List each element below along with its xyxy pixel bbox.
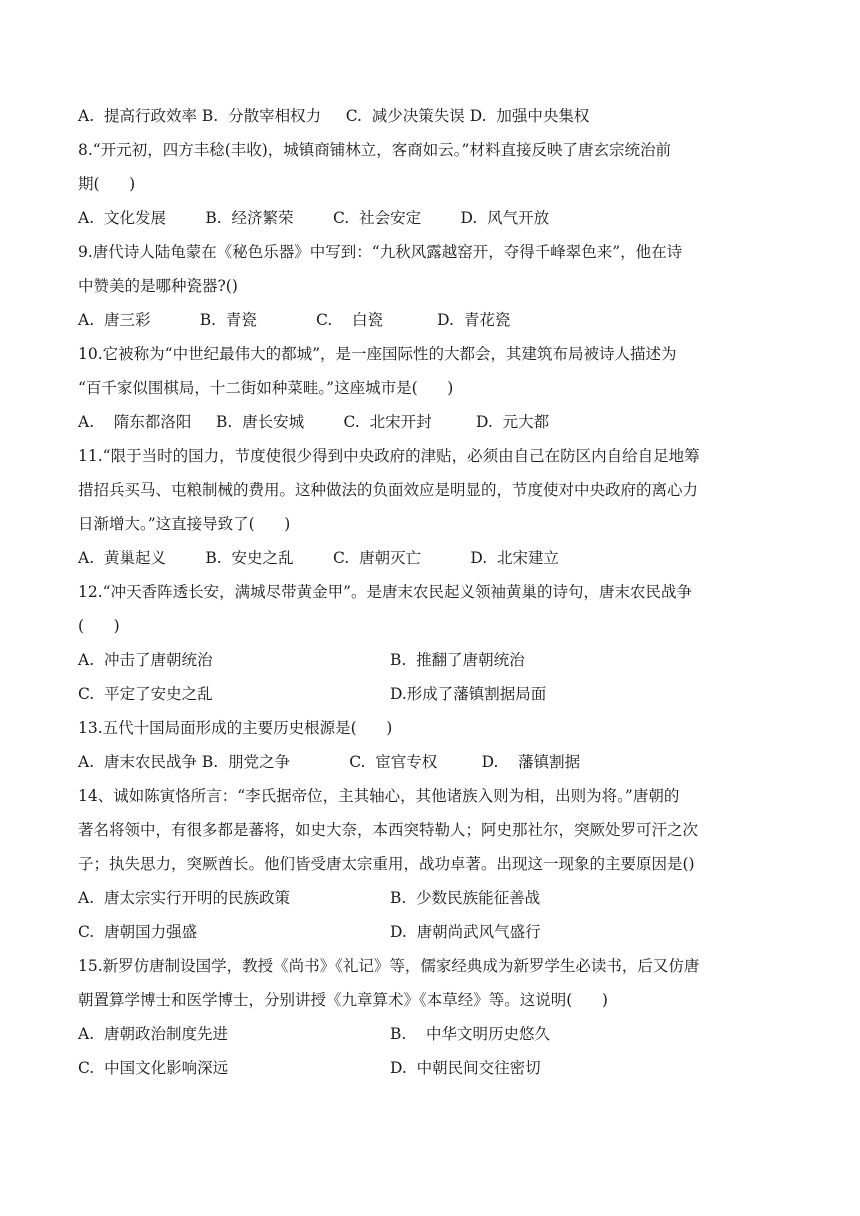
q12-option-c: C. 平定了安史之乱: [78, 685, 213, 703]
q11-options: A. 黄巢起义 B. 安史之乱 C. 唐朝灭亡 D. 北宋建立: [78, 549, 559, 567]
q14-option-c: C. 唐朝国力强盛: [78, 923, 198, 941]
q12-stem-line-2: ( ): [78, 617, 120, 635]
q12-option-a: A. 冲击了唐朝统治: [78, 651, 213, 669]
q11-stem-line-3: 日渐增大。”这直接导致了( ): [78, 515, 291, 533]
q15-option-b: B. 中华文明历史悠久: [390, 1025, 551, 1043]
q9-stem-line-1: 9.唐代诗人陆龟蒙在《秘色乐器》中写到：“九秋风露越窑开，夺得千峰翠色来”，他在诗: [78, 243, 683, 261]
q12-option-d: D.形成了藩镇割据局面: [390, 685, 547, 703]
q15-option-d: D. 中朝民间交往密切: [390, 1059, 541, 1077]
q11-stem-line-1: 11.“限于当时的国力，节度使很少得到中央政府的津贴，必须由自己在防区内自给自足地筹: [78, 447, 700, 465]
q9-stem-line-2: 中赞美的是哪种瓷器?(): [78, 277, 238, 295]
q12-stem-line-1: 12.“冲天香阵透长安，满城尽带黄金甲”。是唐末农民起义领袖黄巢的诗句，唐末农民战争: [78, 583, 693, 601]
q13-stem-line-1: 13.五代十国局面形成的主要历史根源是( ): [78, 719, 393, 737]
q14-option-d: D. 唐朝尚武风气盛行: [390, 923, 541, 941]
q15-option-c: C. 中国文化影响深远: [78, 1059, 229, 1077]
q15-option-a: A. 唐朝政治制度先进: [78, 1025, 228, 1043]
q10-stem-line-1: 10.它被称为“中世纪最伟大的都城”，是一座国际性的大都会，其建筑布局被诗人描述为: [78, 345, 677, 363]
q7-options: A. 提高行政效率 B. 分散宰相权力 C. 减少决策失误 D. 加强中央集权: [78, 107, 590, 125]
q10-stem-line-2: “百千家似围棋局，十二街如种菜畦。”这座城市是( ): [78, 379, 454, 397]
q14-stem-line-1: 14、诚如陈寅恪所言：“李氏据帝位，主其轴心，其他诸族入则为相，出则为将。”唐朝的: [78, 787, 680, 805]
q9-options: A. 唐三彩 B. 青瓷 C. 白瓷 D. 青花瓷: [78, 311, 511, 329]
q15-stem-line-2: 朝置算学博士和医学博士，分别讲授《九章算术》《本草经》等。这说明( ): [78, 991, 608, 1009]
q13-options: A. 唐末农民战争 B. 朋党之争 C. 宦官专权 D. 藩镇割据: [78, 753, 581, 771]
q10-options: A. 隋东都洛阳 B. 唐长安城 C. 北宋开封 D. 元大都: [78, 413, 550, 431]
q14-option-a: A. 唐太宗实行开明的民族政策: [78, 889, 290, 907]
q11-stem-line-2: 措招兵买马、屯粮制械的费用。这种做法的负面效应是明显的，节度使对中央政府的离心力: [78, 481, 699, 499]
q8-stem-line-1: 8.“开元初，四方丰稔(丰收)，城镇商铺林立，客商如云。”材料直接反映了唐玄宗统治前: [78, 141, 671, 159]
q15-stem-line-1: 15.新罗仿唐制设国学，教授《尚书》《礼记》等，儒家经典成为新罗学生必读书，后又仿唐: [78, 957, 700, 975]
q14-stem-line-3: 子；执失思力，突厥酋长。他们皆受唐太宗重用，战功卓著。出现这一现象的主要原因是(): [78, 855, 695, 873]
q8-options: A. 文化发展 B. 经济繁荣 C. 社会安定 D. 风气开放: [78, 209, 550, 227]
q12-option-b: B. 推翻了唐朝统治: [390, 651, 525, 669]
q14-stem-line-2: 著名将领中，有很多都是蕃将，如史大奈，本西突特勒人；阿史那社尔，突厥处罗可汗之次: [78, 821, 699, 839]
q8-stem-line-2: 期( ): [78, 175, 136, 193]
q14-option-b: B. 少数民族能征善战: [390, 889, 541, 907]
